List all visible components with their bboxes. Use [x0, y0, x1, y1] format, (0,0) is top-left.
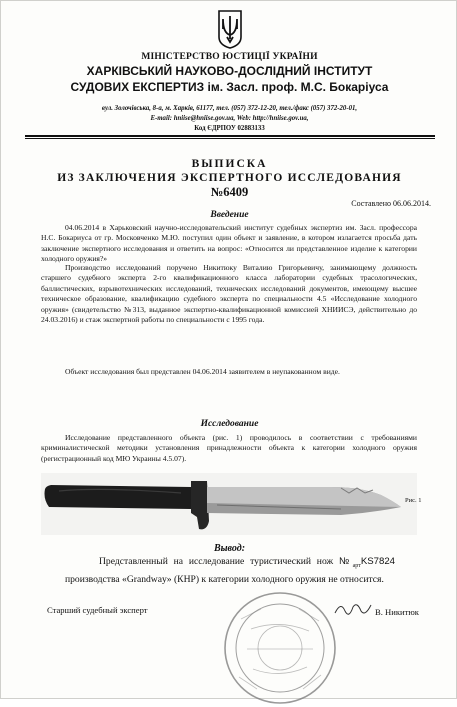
intro-paragraph-1: 04.06.2014 в Харьковский научно-исследовательский институт судебных экспертиз им. Засл. профессора Н.С. Бокариуса от гр. Московченко М.Ю. поступил один объект и заявление, в котором излагается просьба дать заключение экспертного исследования и ответить на вопрос: «Относится ли представленное изделие к категории холодного оружия?» — [41, 223, 417, 264]
article-abbrev: арт — [352, 562, 361, 569]
institute-name-line2: СУДОВИХ ЕКСПЕРТИЗ ім. Засл. проф. М.С. Бокаріуса — [70, 80, 389, 94]
header-divider-thin — [25, 138, 435, 139]
knife-photo — [41, 473, 417, 535]
article-code: KS7824 — [360, 556, 395, 567]
intro-paragraph-3: Объект исследования был представлен 04.06.2014 заявителем в неупакованном виде. — [65, 367, 340, 376]
intro-heading: Введение — [210, 210, 249, 220]
ministry-name: МІНІСТЕРСТВО ЮСТИЦІЇ УКРАЇНИ — [141, 52, 318, 62]
conclusion-paragraph — [65, 555, 395, 586]
header-divider — [25, 135, 435, 137]
doc-subtitle: ИЗ ЗАКЛЮЧЕНИЯ ЭКСПЕРТНОГО ИССЛЕДОВАНИЯ — [57, 172, 402, 184]
address-line1: вул. Золочівська, 8-а, м. Харків, 61177, тел. (057) 372-12-20, тел./факс (057) 372-20-01, — [101, 105, 358, 112]
research-paragraph: Исследование представленного объекта (рис. 1) проводилось в соответствии с требованиями криминалистической методики установления принадлежности объекта к категории холодного оружия (регистрационный код МЮ Украины 4.5.07). — [41, 433, 417, 463]
handwritten-signature — [333, 599, 373, 619]
round-seal-stamp — [221, 589, 339, 707]
edrpou-code: Код ЄДРПОУ 02883133 — [194, 125, 265, 132]
conclusion-text-after: производства «Grandway» (КНР) к категории холодного оружия не относится. — [65, 573, 384, 585]
research-heading: Исследование — [200, 419, 259, 429]
signature-name: В. Никитюк — [375, 607, 419, 617]
figure-caption: Рис. 1 — [405, 497, 422, 504]
article-number-sign: № — [338, 556, 353, 567]
doc-title: ВЫПИСКА — [191, 158, 268, 170]
trident-emblem-icon — [217, 9, 243, 49]
doc-number: №6409 — [210, 185, 249, 199]
intro-paragraph-2: Производство исследований поручено Никитюку Виталию Григорьевичу, занимающему должность старшего судебного эксперта 2-го квалификационного класса лаборатории судебных трасологических, баллистических, взрывотехнических исследований, технических исследований документов, имеющему высшее техническое образование, квалификацию судебного эксперта по специальности 4.5 «Исследование холодного оружия» (свидетельство №313, выданное экспертно-квалификационной комиссией ХНИИСЭ, действительно до 24.03.2016) и стаж экспертной работы по специальности с 1995 года. — [41, 263, 417, 325]
composed-date: Составлено 06.06.2014. — [351, 199, 431, 208]
signature-position: Старший судебный эксперт — [47, 605, 148, 615]
address-line2: E-mail: hniise@hniise.gov.ua, Web: http://hniise.gov.ua, — [150, 115, 309, 122]
institute-name-line1: ХАРКІВСЬКИЙ НАУКОВО-ДОСЛІДНИЙ ІНСТИТУТ — [86, 64, 373, 78]
conclusion-heading: Вывод: — [213, 543, 246, 554]
conclusion-text-before: Представленный на исследование туристический нож — [99, 556, 339, 567]
